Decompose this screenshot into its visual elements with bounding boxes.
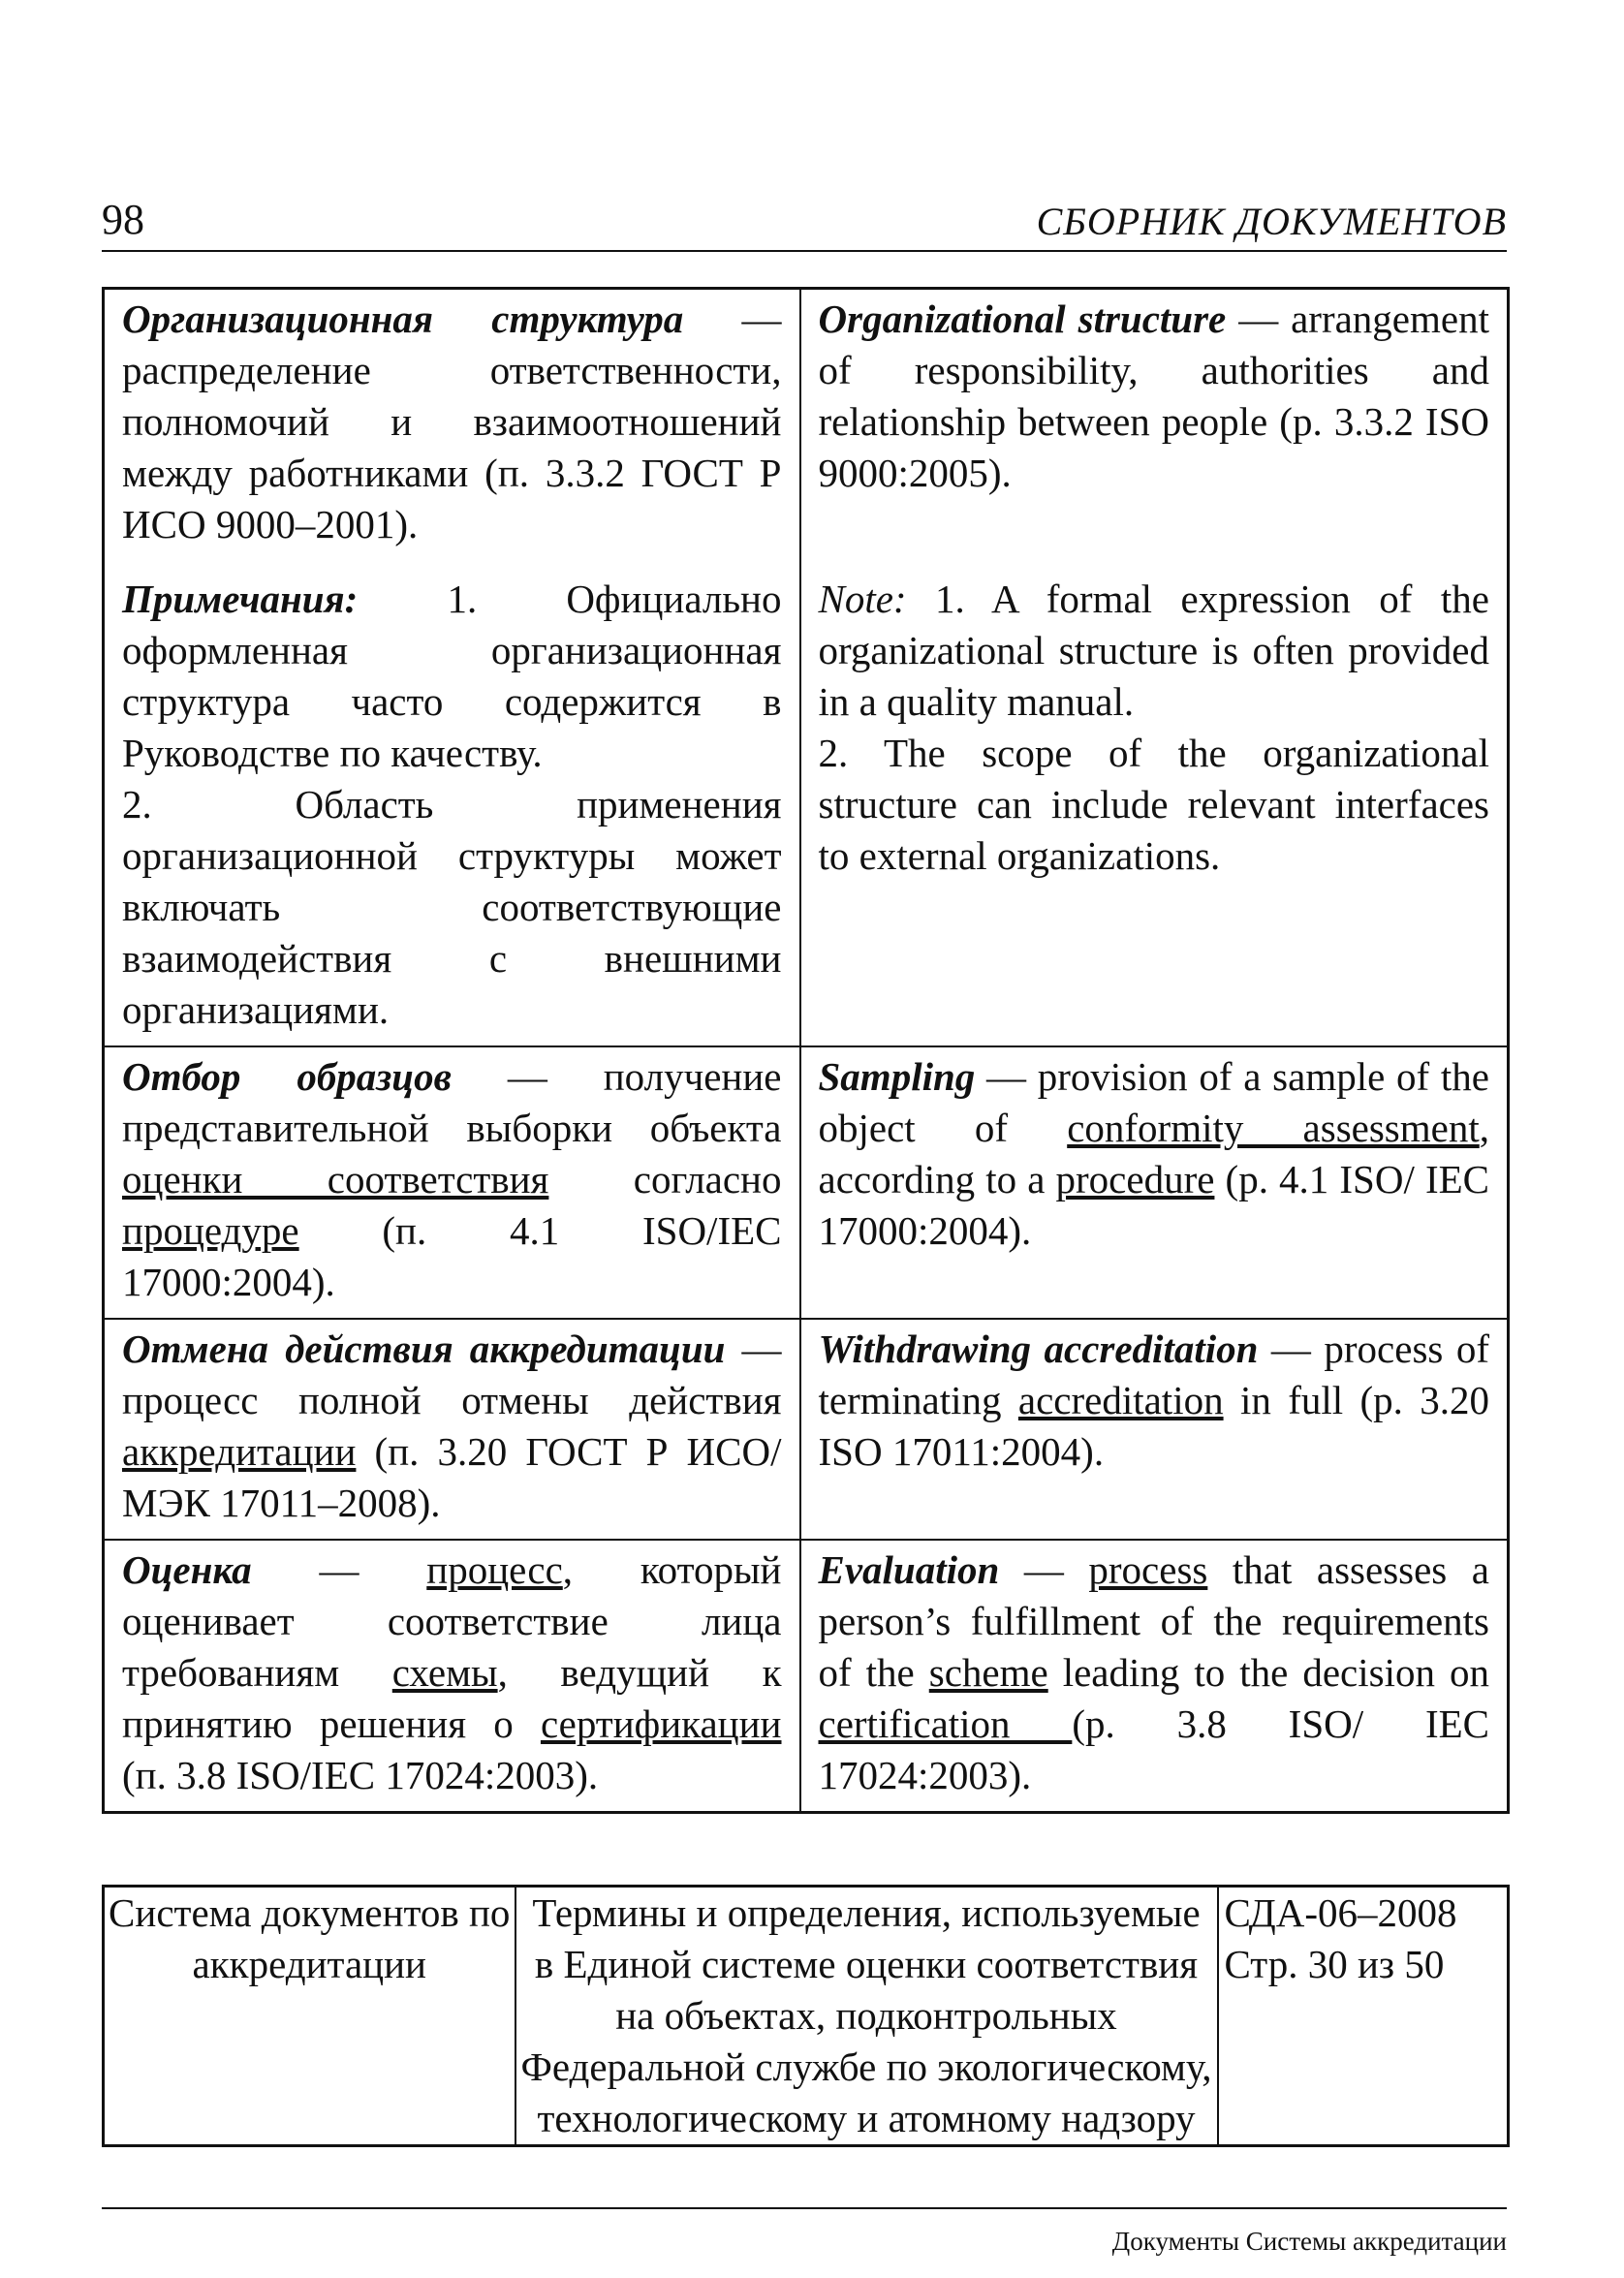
definition-ru: — (251, 1547, 427, 1592)
term-link[interactable]: scheme (928, 1650, 1048, 1695)
term-ru-cell (104, 1540, 800, 1813)
term-en-cell (800, 1319, 1509, 1540)
definition-ru: (п. 3.20 ГОСТ Р ИСО/ МЭК 17011–2008). (122, 1429, 782, 1525)
note-ru-1: 1. Официально оформленная организационная структура часто содержится в Руководстве по качеству. (122, 577, 782, 775)
document-page: Стр. 30 из 50 (1224, 1942, 1445, 1986)
note-label-en: Note: (818, 577, 907, 621)
note-en-2: 2. The scope of the organizational structure can include relevant interfaces to external organizations. (818, 731, 1489, 878)
definition-en: in full (p. 3.20 ISO 17011:2004). (818, 1378, 1489, 1474)
table-row (104, 1887, 1509, 2146)
term-ru: Отмена действия аккредитации (122, 1326, 726, 1371)
definition-ru: , который оценивает соответствие лица требованиям (122, 1547, 782, 1695)
term-link[interactable]: процедуре (122, 1208, 299, 1253)
collection-title: СБОРНИК ДОКУМЕНТОВ (1036, 200, 1507, 243)
definition-ru: (п. 4.1 ISO/IEC 17000:2004). (122, 1208, 782, 1304)
document-system: Система документов по аккредитации (104, 1887, 515, 2146)
term-en-cell (800, 1540, 1509, 1813)
term-ru-cell (104, 1319, 800, 1540)
definition-ru: согласно (548, 1157, 782, 1201)
definition-ru: — процесс полной отмены действия (122, 1326, 782, 1422)
term-en: Withdrawing accreditation (818, 1326, 1259, 1371)
note-en-1: 1. A formal expression of the organizational structure is often provided in a quality manual. (818, 577, 1489, 724)
note-ru-2: 2. Область применения организационной структуры может включать соответствующие взаимодействия с внешними организациями. (122, 782, 782, 1032)
term-link[interactable]: process (1088, 1547, 1208, 1592)
table-row (104, 1319, 1509, 1540)
term-en-cell (800, 289, 1509, 1047)
term-ru: Отбор образцов (122, 1054, 452, 1099)
definition-en: (p. 4.1 ISO/ IEC 17000:2004). (818, 1157, 1489, 1253)
term-en-cell (800, 1046, 1509, 1319)
terms-table (102, 287, 1510, 1814)
note-label-ru: Примечания: (122, 577, 359, 621)
definition-en: that assesses a person’s fulfillment of the requirements of the (818, 1547, 1489, 1695)
divider (102, 2207, 1507, 2209)
running-footer: Документы Системы аккредитации (1111, 2227, 1507, 2256)
definition-en: — (999, 1547, 1089, 1592)
definition-ru: — распределение ответственности, полномочий и взаимоотношений между работниками (п. 3.3.2 ГОСТ Р ИСО 9000–2001). (122, 296, 782, 546)
definition-ru: , ведущий к принятию решения о (122, 1650, 782, 1746)
document-title: Термины и определения, используемые в Единой системе оценки соответствия на объектах, подконтрольных Федеральной службе по экологическому, технологическому и атомному надзору (515, 1887, 1218, 2146)
term-link[interactable]: accreditation (1017, 1378, 1224, 1422)
term-en: Sampling (818, 1054, 976, 1099)
table-row (104, 289, 1509, 1047)
page-header (102, 192, 1507, 252)
term-link[interactable]: оценки соответствия (122, 1157, 549, 1201)
page-number: 98 (102, 196, 144, 243)
document-code-cell (1218, 1887, 1509, 2146)
term-link[interactable]: сертификации (540, 1701, 782, 1746)
term-ru: Организационная структура (122, 296, 684, 341)
term-link[interactable]: процесс (426, 1547, 563, 1592)
definition-en: (p. 3.8 ISO/ IEC 17024:2003). (818, 1701, 1489, 1797)
definition-en: , according to a (818, 1106, 1489, 1201)
term-link[interactable]: procedure (1055, 1157, 1215, 1201)
term-en: Evaluation (818, 1547, 1000, 1592)
definition-ru: — получение представительной выборки объекта (122, 1054, 782, 1150)
term-ru: Оценка (122, 1547, 252, 1592)
table-row (104, 1046, 1509, 1319)
document-footer-table (102, 1885, 1510, 2147)
definition-en: leading to the decision on (1047, 1650, 1489, 1695)
term-ru-cell (104, 1046, 800, 1319)
term-link[interactable]: conformity assessment (1067, 1106, 1480, 1150)
definition-en: — process of terminating (818, 1326, 1489, 1422)
definition-en: — provision of a sample of the object of (818, 1054, 1489, 1150)
term-en: Organizational structure (818, 296, 1227, 341)
table-row (104, 1540, 1509, 1813)
term-link[interactable]: аккредитации (122, 1429, 357, 1474)
definition-ru: (п. 3.8 ISO/IEC 17024:2003). (122, 1753, 599, 1797)
term-ru-cell (104, 289, 800, 1047)
document-code: СДА-06–2008 (1224, 1890, 1457, 1935)
term-link[interactable]: схемы (391, 1650, 498, 1695)
definition-en: — arrangement of responsibility, authorities and relationship between people (p. 3.3.2 ISO 9000:2005). (818, 296, 1489, 495)
term-link[interactable]: certification (818, 1701, 1073, 1746)
